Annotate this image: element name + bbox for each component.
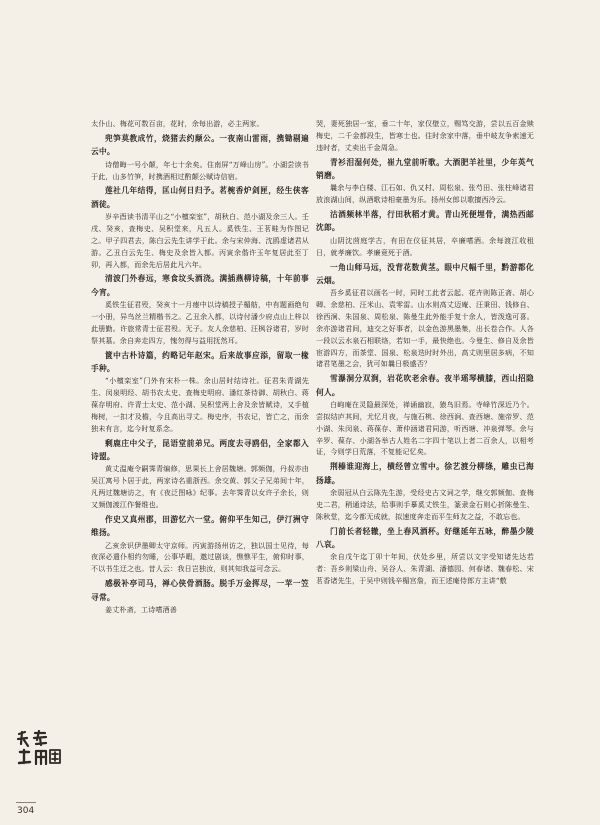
- prose-paragraph: 黄丈温庵令嗣霁青编修，思果长上舍居魏塘。郭频伽，丹叔亦由吴江寓号卜居于此，两家诗名重浙西。余交黄、郭父子兄弟间十年，凡两过魏塘访之，有《夜泛图咏》纪事。去年霁青以女许子余长，则又频伽渡江作餐维也。: [91, 464, 309, 509]
- verse-paragraph: 兜笋莫教成竹，烧猪去约颠公。一夜南山雷雨，携锄剔遍云中。: [91, 133, 309, 157]
- prose-paragraph: 乙亥余识伊墨卿太守京师。丙寅游扬州访之，独以国士见待，每夜深必遣仆相约勿睡，公事毕暇，邀过剧谈，憔憔平生，俯仰时事，不以书生迂之也。昔人云：我日岂独汝，则其知我益可念云。: [91, 540, 309, 574]
- prose-paragraph: 曩余与李白楼、江石如、仇又村、周松泉、张芍田、张柱峰诸君放浪湖山间，纵酒歌诗相豪墨为乐。扬州女郎以歌擅西泠云。: [316, 183, 534, 205]
- verse-paragraph: 一角山师马远，没背花数黄茎。眼中尺幅千里，黔游都化云烟。: [316, 262, 534, 285]
- prose-paragraph: “小檀栾室”门外有宋朴一株。余山居时结诗社。征君朱青湖先生、闵泉明经、胡书农太史、查梅史明府、潘红茶待御、胡秋白、蒋葆存明府、许青士太史、范小湖、吴积堂两上舍及余皆赋诗，又手植梅树，一扣才及檐，今且高出寻丈。梅史序，书农记，皆亡之，而余独未有言，迄今时复系念。: [91, 376, 309, 433]
- page-number: 304: [17, 806, 35, 816]
- page-number-rule: [16, 802, 36, 803]
- prose-paragraph: 岁辛酉读书清平山之“小檀栾室”，胡秋白、范小湖及余三人。壬戌、癸亥，查梅史、吴积堂来，凡五人。奚铁生、王茗畦为作图记之。甲子四君去，陈白云先生讲学于此。余与宋仲海、沈鸥虚诸君从游。乙丑白云先生、梅史及余皆入都。丙寅余偕许玉年复居此至丁卯，再入都，而余先后居此凡六年。: [91, 212, 309, 269]
- verse-paragraph: 作史又真州郡，田游忆六一堂。俯仰平生知己，伊汀洲守维扬。: [91, 514, 309, 538]
- left-text-column: [91, 118, 309, 750]
- prose-paragraph: 哭，妻死独居一室，垂二十年，家仅壁立，赐笃交游，尝以五百金赎梅史，二千金都段生，皆寒士也。往时余家中落，垂中岐友争索速无违时者，丈卖出千金周急。: [316, 119, 534, 152]
- verse-paragraph: 篋中古朴诗篇，约略记年赵宋。后来故事应添，留取一椽手种。: [91, 350, 309, 373]
- prose-paragraph: 山阴沈茴庭学古，有田在仪征其居，卒廉嗜酒。余每渡江收租日，就孝廉饮。孝廉竟死于酒。: [316, 235, 534, 257]
- prose-paragraph: 余自戊午迄丁卯十年间，伏处乡里，所尝以文字受知诸先达若者：吾乡则梁山舟、吴谷人、朱青湖、潘德园、何春诸、魏春松、宋茗香诸先生，于吴中则钱辛楣宫詹，而王述庵侍郎方主讲“敷: [316, 552, 534, 586]
- calligraphy-logo-icon: [15, 730, 63, 792]
- verse-paragraph: 沽酒频林半落，行田秋稻才黄。青山死便埋骨，满热西邮沈郎。: [316, 210, 534, 233]
- verse-paragraph: 门前长者轻辙，坐上春风酒杯。好继延年五咏，醉墨少陵八哀。: [316, 526, 534, 550]
- prose-paragraph: 白岣庵在灵隐最深处，禅诵幽寂，猿鸟旧焉。寺峰竹深近乃个。尝拟结庐其间，尤忆月夜，与施石桃、徐西涧、查西塘、施帝罗、范小湖、朱闵泉、蒋葆存、萧仲涵诸君同游，听西塘、冲泉弹琴。余与辛罗、葆存、小湖各举古人姓名二字四十笔以上者二百余人，以相考证，今则学日荒落，不复能记忆矣。: [316, 400, 534, 457]
- prose-paragraph: 奚铁生征君殁，癸亥十一月瘗中以诗稿授子楣舫，中有题画绝句一小册，异鸟丝兰精楷书之。乙丑余入都，以诗付潘少府点山上梓以此册勤。许旅常青士征君殁。无子。友人余慈柏、汪枫谷诸君，岁时祭其墓。余自奔走四方，愧勿得与益用抚然耳。: [91, 300, 309, 345]
- verse-paragraph: 清波门外春远，寒食坟头酒浇。满插燕柳诗稿，十年前事今宵。: [91, 274, 309, 297]
- prose-paragraph: 诗僧晦一号小颠，年七十余矣。住南屏“万峰山房”。小湖尝读书于此，山多竹笋，时携酒相过酌颠公赋诗信宿。: [91, 159, 309, 181]
- prose-paragraph: 吾乡奚征君以画名一时，同时工此者云起、花卉则陈正斋、胡心卿、余慈柏、汪米山、袁零雷。山水则高丈迈庵、汪秉田、钱修自、徐西涧、朱国泉、周松泉、陈曼生此外能手复十余人，皆泼逸可喜。余亦游诸君间，迪交之好事者，以金色游黑墨集，出长卷合作。人各一段以云水泉石相联络，若如一手，最快绝也。今曼生、修自及余皆宦游四方，而茶堂、国泉、松泉迭时时外出，高丈则里居多病，不知诸君笔墨之会，犹可如曩日极盛否？: [316, 288, 534, 369]
- verse-paragraph: 雪瀑洞分双涧，岩花吹老余春。夜半瑶琴横膝，西山招隐何人。: [316, 374, 534, 397]
- verse-paragraph: 青衫泪湿何处，崔九堂前听歌。大酒肥羊社里，少年英气销磨。: [316, 157, 534, 180]
- verse-paragraph: 感极补亭司马，禅心侠骨酒肠。脱手万金挥尽，一苹一笠寻常。: [91, 579, 309, 602]
- prose-paragraph: 余弱冠从白云陈先生游，受经史古文词之学，继交郭频伽、查梅史二君，稍通诗法，给事则手摹奚丈铁生，篆隶金石则心折陈曼生、陈秋堂，迄今都无成就，拟速度奔走而平生师友之益，不敢忘也。: [316, 488, 534, 521]
- verse-paragraph: 莲社几年结得，匡山何日归予。茗椀香炉剑匣，经生侠客酒徒。: [91, 186, 309, 209]
- verse-paragraph: 荆榛谁迎海上，横经曾立雪中。徐艺渡分柳绦，雕虫已海扬雄。: [316, 462, 534, 485]
- prose-paragraph: 太仆山、梅花可数百亩，花时，余每出游，必主两家。: [91, 119, 264, 128]
- right-text-column: [316, 118, 534, 782]
- verse-paragraph: 剩鹿庄中父子，昆语堂前弟兄。两度去寻鸥侣，全家都入诗盟。: [91, 438, 309, 461]
- prose-paragraph: 姜丈朴斋，工诗嗜酒善: [105, 604, 177, 614]
